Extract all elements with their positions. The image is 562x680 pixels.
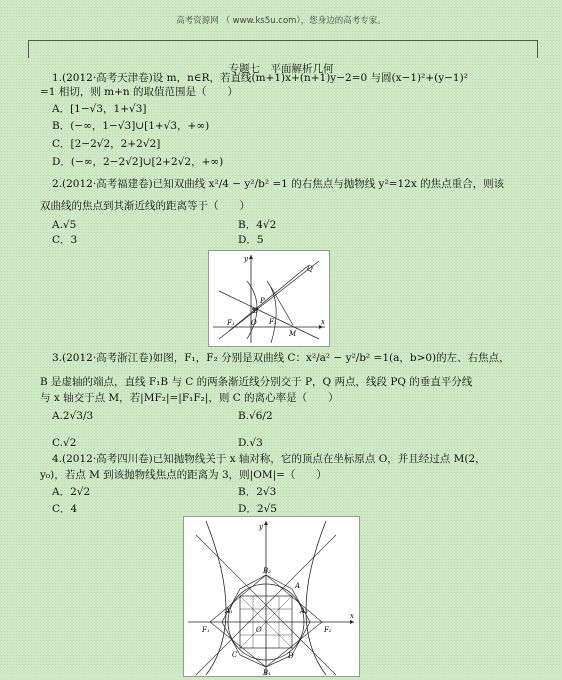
- fig1-label-f2: F₂: [269, 318, 277, 326]
- q2-line1: 2.(2012·高考福建卷)已知双曲线 x²/4 − y²/b² =1 的右焦点与抛物线 y²=12x 的焦点重合，则该: [52, 178, 505, 190]
- q2-option-b: B．4√2: [238, 219, 277, 231]
- q1-option-b: B．(−∞，1−√3]∪[1+√3，+∞): [52, 120, 210, 132]
- fig2-label-a2: A₂: [300, 607, 308, 615]
- q3-option-d: D.√3: [238, 437, 263, 449]
- fig1-label-f1: F₁: [227, 319, 235, 327]
- fig1-label-b: B: [253, 307, 259, 315]
- q4-option-c: C．4: [52, 503, 78, 515]
- page-header: 高考资源网 （ www.ks5u.com），您身边的高考专家。: [176, 16, 386, 26]
- q4-line2: y₀)，若点 M 到该抛物线焦点的距离为 3，则|OM|=（ ）: [40, 469, 327, 481]
- q4-option-d: D．2√5: [238, 503, 277, 515]
- q4-option-b: B．2√3: [238, 486, 277, 498]
- fig2-label-f2: F₂: [324, 626, 332, 634]
- q3-line3: 与 x 轴交于点 M，若|MF₂|=|F₁F₂|，则 C 的离心率是（ ）: [40, 392, 339, 404]
- fig2-label-o: O: [256, 626, 262, 634]
- fig2-label-d: D: [288, 652, 294, 660]
- q3-option-a: A.2√3/3: [52, 410, 94, 422]
- q1-option-a: A．[1−√3，1+√3]: [52, 103, 147, 115]
- fig1-label-x: x: [321, 318, 325, 326]
- q2-option-d: D．5: [238, 234, 264, 246]
- q3-option-c: C.√2: [52, 437, 77, 449]
- header-rule: [28, 40, 538, 41]
- q1-line2: =1 相切，则 m+n 的取值范围是（ ）: [40, 86, 239, 98]
- figure-hyperbola-circle: [183, 516, 360, 677]
- q2-option-c: C．3: [52, 234, 78, 246]
- fig2-label-f1: F₁: [202, 626, 210, 634]
- section-title: 专题七 平面解析几何: [228, 63, 334, 75]
- figure-hyperbola-circle-svg: [184, 517, 359, 676]
- fig2-label-y: y: [259, 523, 263, 531]
- header-corner-left: [28, 40, 29, 58]
- fig2-label-a: A: [295, 582, 301, 590]
- q1-line1: 1.(2012·高考天津卷)设 m，n∈R，若直线(m+1)x+(n+1)y−2=0 与圆(x−1)²+(y−1)²: [52, 72, 468, 84]
- fig2-label-b1: B₁: [263, 669, 271, 676]
- fig1-label-p: P: [260, 297, 265, 305]
- q3-line2: B 是虚轴的端点，直线 F₁B 与 C 的两条渐近线分别交于 P，Q 两点，线段 PQ 的垂直平分线: [40, 376, 473, 388]
- q1-option-c: C．[2−2√2，2+2√2]: [52, 138, 161, 150]
- fig2-label-a1: A₁: [225, 607, 233, 615]
- q2-option-a: A.√5: [52, 219, 77, 231]
- fig1-label-o: O: [251, 319, 257, 327]
- header-corner-right: [537, 40, 538, 58]
- fig1-label-m: M: [289, 330, 297, 338]
- q3-line1: 3.(2012·高考浙江卷)如图，F₁，F₂ 分别是双曲线 C：x²/a² − y²/b² =1(a，b>0)的左、右焦点，: [52, 352, 510, 364]
- q2-line2: 双曲线的焦点到其渐近线的距离等于（ ）: [40, 200, 250, 212]
- q4-option-a: A．2√2: [52, 486, 91, 498]
- fig2-label-b2: B₂: [263, 567, 271, 575]
- q1-option-d: D．(−∞，2−2√2]∪[2+2√2，+∞): [52, 156, 224, 168]
- fig1-label-y: y: [244, 255, 248, 263]
- fig2-label-c: C: [232, 651, 238, 659]
- q4-line1: 4.(2012·高考四川卷)已知抛物线关于 x 轴对称，它的顶点在坐标原点 O，并且经过点 M(2，: [52, 453, 486, 465]
- fig1-label-q: Q: [307, 265, 313, 273]
- q3-option-b: B.√6/2: [238, 410, 273, 422]
- figure-hyperbola-pq-svg: [209, 251, 329, 346]
- fig2-label-x: x: [350, 612, 354, 620]
- figure-hyperbola-pq: [208, 250, 330, 347]
